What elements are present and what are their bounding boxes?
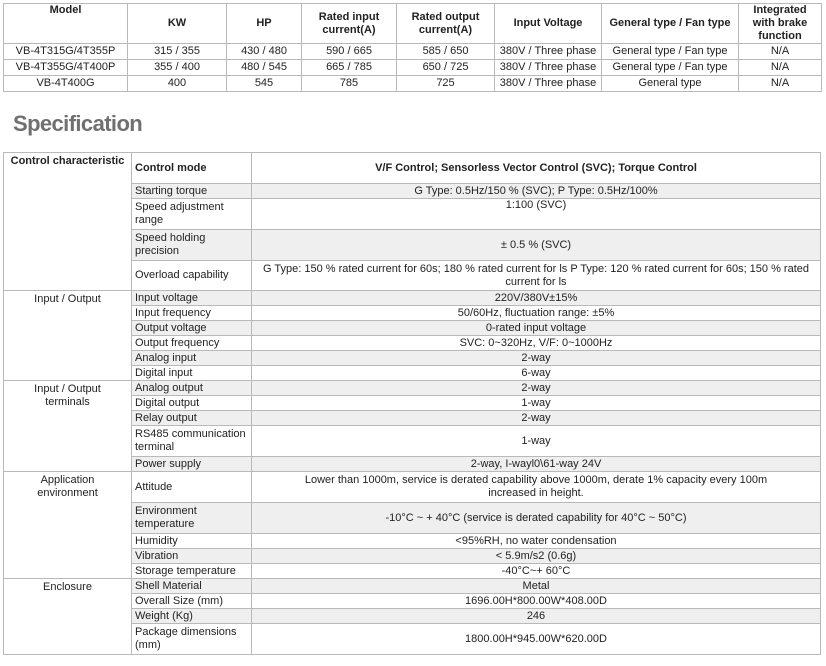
spec-table xyxy=(3,152,821,655)
cell: 380V / Three phase xyxy=(495,60,602,76)
value-cell: -10°C ~ + 40°C (service is derated capability for 40°C ~ 50°C) xyxy=(252,503,821,534)
param-cell: Power supply xyxy=(132,457,252,472)
value-cell: -40°C~+ 60°C xyxy=(252,564,821,579)
value-cell: SVC: 0~320Hz, V/F: 0~1000Hz xyxy=(252,336,821,351)
param-cell: Speed adjustment range xyxy=(132,199,252,230)
param-cell: Package dimensions (mm) xyxy=(132,624,252,655)
section-title: Specification xyxy=(13,111,143,136)
cell: 725 xyxy=(397,76,495,92)
param-cell: Overall Size (mm) xyxy=(132,594,252,609)
category-cell: Enclosure xyxy=(4,579,132,655)
param-cell: Output frequency xyxy=(132,336,252,351)
param-cell: RS485 communication terminal xyxy=(132,426,252,457)
value-cell: Lower than 1000m, service is derated capability above 1000m, derate 1% capacity every 100m increased in height. xyxy=(252,472,821,503)
value-cell: 246 xyxy=(252,609,821,624)
param-cell: Input frequency xyxy=(132,306,252,321)
value-cell: 0-rated input voltage xyxy=(252,321,821,336)
param-cell: Input voltage xyxy=(132,291,252,306)
param-cell: Environment temperature xyxy=(132,503,252,534)
value-cell: G Type: 0.5Hz/150 % (SVC); P Type: 0.5Hz/100% xyxy=(252,184,821,199)
value-cell: < 5.9m/s2 (0.6g) xyxy=(252,549,821,564)
cell: 590 / 665 xyxy=(302,44,397,60)
cell: 355 / 400 xyxy=(128,60,227,76)
cell: 650 / 725 xyxy=(397,60,495,76)
value-cell: 1:100 (SVC) xyxy=(252,199,821,230)
table-row xyxy=(4,60,822,76)
col-header-input-voltage: Input Voltage xyxy=(495,4,602,44)
value-cell: G Type: 150 % rated current for 60s; 180 % rated current for ls P Type: 120 % rated current for 60s; 150 % rated current for ls xyxy=(252,261,821,291)
value-cell: 1-way xyxy=(252,396,821,411)
param-cell: Control mode xyxy=(132,153,252,184)
param-cell: Digital output xyxy=(132,396,252,411)
value-cell: 1696.00H*800.00W*408.00D xyxy=(252,594,821,609)
param-cell: Analog output xyxy=(132,381,252,396)
value-cell: <95%RH, no water condensation xyxy=(252,534,821,549)
model-table xyxy=(3,3,822,92)
cell: 430 / 480 xyxy=(227,44,302,60)
col-header-rated-input: Rated input current(A) xyxy=(302,4,397,44)
param-cell: Digital input xyxy=(132,366,252,381)
cell: 480 / 545 xyxy=(227,60,302,76)
param-cell: Overload capability xyxy=(132,261,252,291)
table-row xyxy=(4,472,821,503)
table-row xyxy=(4,381,821,396)
param-cell: Humidity xyxy=(132,534,252,549)
col-header-rated-output: Rated output current(A) xyxy=(397,4,495,44)
value-cell: 6-way xyxy=(252,366,821,381)
value-cell: 2-way xyxy=(252,381,821,396)
cell: General type / Fan type xyxy=(602,44,739,60)
cell: VB-4T315G/4T355P xyxy=(4,44,128,60)
cell: N/A xyxy=(739,44,822,60)
table-row xyxy=(4,153,821,184)
value-cell: 1800.00H*945.00W*620.00D xyxy=(252,624,821,655)
param-cell: Starting torque xyxy=(132,184,252,199)
cell: 665 / 785 xyxy=(302,60,397,76)
value-cell: 1-way xyxy=(252,426,821,457)
table-row xyxy=(4,579,821,594)
cell: 315 / 355 xyxy=(128,44,227,60)
value-cell: 2-way xyxy=(252,351,821,366)
value-cell: ± 0.5 % (SVC) xyxy=(252,230,821,261)
cell: 585 / 650 xyxy=(397,44,495,60)
cell: 400 xyxy=(128,76,227,92)
param-cell: Output voltage xyxy=(132,321,252,336)
model-table-header xyxy=(4,4,822,44)
param-cell: Weight (Kg) xyxy=(132,609,252,624)
value-cell: 50/60Hz, fluctuation range: ±5% xyxy=(252,306,821,321)
value-cell: 220V/380V±15% xyxy=(252,291,821,306)
category-cell: Input / Output xyxy=(4,291,132,381)
cell: 380V / Three phase xyxy=(495,44,602,60)
cell: N/A xyxy=(739,76,822,92)
category-cell: Control characteristic xyxy=(4,153,132,291)
param-cell: Relay output xyxy=(132,411,252,426)
col-header-model: Model xyxy=(4,4,128,44)
col-header-type: General type / Fan type xyxy=(602,4,739,44)
value-cell: V/F Control; Sensorless Vector Control (SVC); Torque Control xyxy=(252,153,821,184)
col-header-hp: HP xyxy=(227,4,302,44)
table-row xyxy=(4,76,822,92)
col-header-brake: Integrated with brake function xyxy=(739,4,822,44)
cell: 380V / Three phase xyxy=(495,76,602,92)
param-cell: Analog input xyxy=(132,351,252,366)
value-cell: 2-way xyxy=(252,411,821,426)
param-cell: Attitude xyxy=(132,472,252,503)
table-row xyxy=(4,291,821,306)
category-cell: Input / Output terminals xyxy=(4,381,132,472)
param-cell: Speed holding precision xyxy=(132,230,252,261)
category-cell: Application environment xyxy=(4,472,132,579)
value-cell: Metal xyxy=(252,579,821,594)
cell: VB-4T355G/4T400P xyxy=(4,60,128,76)
table-row xyxy=(4,44,822,60)
cell: General type / Fan type xyxy=(602,60,739,76)
param-cell: Storage temperature xyxy=(132,564,252,579)
param-cell: Shell Material xyxy=(132,579,252,594)
cell: General type xyxy=(602,76,739,92)
param-cell: Vibration xyxy=(132,549,252,564)
cell: 545 xyxy=(227,76,302,92)
cell: N/A xyxy=(739,60,822,76)
cell: 785 xyxy=(302,76,397,92)
value-cell: 2-way, I-wayl0\61-way 24V xyxy=(252,457,821,472)
col-header-kw: KW xyxy=(128,4,227,44)
cell: VB-4T400G xyxy=(4,76,128,92)
